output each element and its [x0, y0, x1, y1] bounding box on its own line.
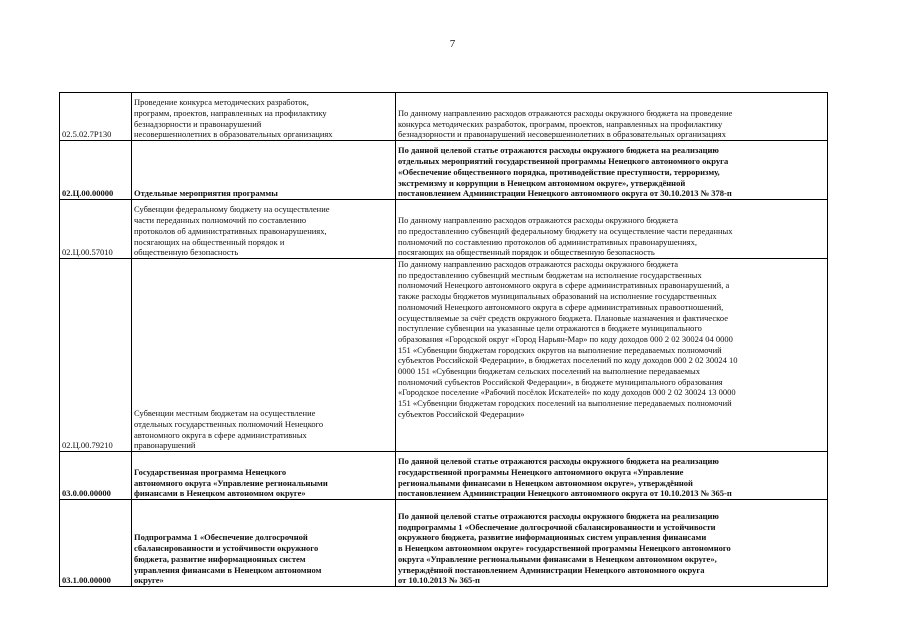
- desc-line: по предоставлению субвенций местным бюджетам на исполнение государственных: [398, 269, 702, 280]
- desc-line: По данному направлению расходов отражаются расходы окружного бюджета: [398, 215, 679, 226]
- table-row: [60, 200, 828, 259]
- code-cell: 02.5.02.7Р130: [60, 93, 132, 141]
- desc-line: окружного бюджета, развитие информационных систем управления финансами: [398, 532, 707, 543]
- desc-line: полномочий субъектов Российской Федерации», в бюджете муниципального образования: [398, 376, 723, 387]
- name-line: безнадзорности и правонарушений: [134, 118, 262, 129]
- name-line: бюджета, развитие информационных систем: [134, 553, 306, 564]
- desc-line: подпрограммы 1 «Обеспечение долгосрочной сбалансированности и устойчивости: [398, 521, 716, 532]
- code-cell: 02.Ц.00.57010: [60, 200, 132, 259]
- table-row: [60, 452, 828, 500]
- name-cell: [132, 500, 396, 587]
- name-line: части переданных полномочий по составлению: [134, 215, 307, 226]
- code-cell: 02.Ц.00.00000: [60, 141, 132, 200]
- name-line: округе»: [134, 575, 164, 586]
- desc-line: полномочий Ненецкого автономного округа в сфере административных правонарушений, а: [398, 280, 730, 291]
- desc-line: По данной целевой статье отражаются расходы окружного бюджета на реализацию: [398, 511, 719, 522]
- name-line: сбалансированности и устойчивости окружного: [134, 543, 319, 554]
- desc-line: По данной целевой статье отражаются расходы окружного бюджета на реализацию: [398, 456, 719, 467]
- name-line: Подпрограмма 1 «Обеспечение долгосрочной: [134, 532, 308, 543]
- desc-line: субъектов Российской Федерации»: [398, 408, 525, 419]
- table-row: [60, 500, 828, 587]
- desc-line: осуществляемые за счёт средств окружного бюджета. Плановые назначения и фактическое: [398, 312, 729, 323]
- desc-line: экстремизму и коррупции в Ненецком автономном округе», утверждённой: [398, 177, 686, 188]
- desc-line: округа «Управление региональными финансами в Ненецком автономном округе»,: [398, 553, 717, 564]
- desc-line: региональными финансами в Ненецком автономном округе», утверждённой: [398, 477, 693, 488]
- name-line: финансами в Ненецком автономном округе»: [134, 488, 306, 499]
- name-line: программ, проектов, направленных на профилактику: [134, 107, 327, 118]
- name-cell: [132, 452, 396, 500]
- desc-line: также расходы бюджетов муниципальных образований на исполнение государственных: [398, 291, 717, 302]
- page-number: 7: [449, 38, 456, 50]
- description-cell: [396, 500, 828, 587]
- description-cell: [396, 259, 828, 452]
- desc-line: безнадзорности и правонарушений несовершеннолетних в образовательных организациях: [398, 129, 726, 140]
- table-row: [60, 141, 828, 200]
- name-line: автономного округа в сфере административных: [134, 429, 307, 440]
- desc-line: конкурса методических разработок, программ, проектов, направленных на профилактику: [398, 118, 723, 129]
- name-cell: [132, 141, 396, 200]
- desc-line: отдельных мероприятий государственной программы Ненецкого автономного округа: [398, 156, 729, 167]
- name-cell: [132, 200, 396, 259]
- name-line: протоколов об административных правонарушениях,: [134, 225, 327, 236]
- desc-line: полномочий по составлению протоколов об административных правонарушениях,: [398, 236, 698, 247]
- desc-line: По данному направлению расходов отражаются расходы окружного бюджета: [398, 259, 679, 269]
- code-cell: 03.1.00.00000: [60, 500, 132, 587]
- name-cell: [132, 259, 396, 452]
- name-line: Отдельные мероприятия программы: [134, 188, 278, 199]
- desc-line: утверждённой постановлением Администрации Ненецкого автономного округа: [398, 564, 705, 575]
- desc-line: 151 «Субвенции бюджетам городских округов на выполнение передаваемых полномочий: [398, 344, 722, 355]
- name-cell: [132, 93, 396, 141]
- desc-line: субъектов Российской Федерации», в бюджетах поселений по коду доходов 000 2 02 30024 10: [398, 355, 738, 366]
- desc-line: 151 «Субвенции бюджетам городских поселений на выполнение передаваемых полномочий: [398, 398, 732, 409]
- description-cell: [396, 200, 828, 259]
- table-row: [60, 93, 828, 141]
- name-line: общественную безопасность: [134, 247, 239, 258]
- name-line: Субвенции федеральному бюджету на осуществление: [134, 204, 330, 215]
- desc-line: образования «Городской округ «Город Нарьян-Мар» по коду доходов 000 2 02 30024 04 0000: [398, 333, 733, 344]
- desc-line: постановлением Администрации Ненецкого автономного округа от 10.10.2013 № 365-п: [398, 488, 732, 499]
- name-line: несовершеннолетних в образовательных организациях: [134, 129, 333, 140]
- name-line: посягающих на общественный порядок и: [134, 236, 285, 247]
- description-cell: [396, 141, 828, 200]
- name-line: управления финансами в Ненецком автономном: [134, 564, 322, 575]
- desc-line: от 10.10.2013 № 365-п: [398, 575, 480, 586]
- desc-line: в Ненецком автономном округе» государственной программы Ненецкого автономного: [398, 543, 731, 554]
- desc-line: поступление субвенции на указанные цели отражаются в бюджете муниципального: [398, 323, 702, 334]
- description-cell: [396, 452, 828, 500]
- desc-line: По данному направлению расходов отражаются расходы окружного бюджета на проведение: [398, 107, 733, 118]
- desc-line: «Обеспечение общественного порядка, противодействие преступности, терроризму,: [398, 166, 720, 177]
- name-line: отдельных государственных полномочий Ненецкого: [134, 418, 324, 429]
- desc-line: государственной программы Ненецкого автономного округа «Управление: [398, 466, 684, 477]
- desc-line: По данной целевой статье отражаются расходы окружного бюджета на реализацию: [398, 145, 719, 156]
- code-cell: 02.Ц.00.79210: [60, 259, 132, 452]
- name-line: автономного округа «Управление региональными: [134, 477, 328, 488]
- name-line: Субвенции местным бюджетам на осуществление: [134, 408, 316, 419]
- table-row: [60, 259, 828, 452]
- budget-classification-table: [59, 92, 828, 587]
- desc-line: 0000 151 «Субвенции бюджетам сельских поселений на выполнение передаваемых: [398, 366, 700, 377]
- description-cell: [396, 93, 828, 141]
- name-line: Государственная программа Ненецкого: [134, 466, 287, 477]
- desc-line: полномочий Ненецкого автономного округа в сфере административных правоотношений,: [398, 301, 724, 312]
- desc-line: постановлением Администрации Ненецкого автономного округа от 30.10.2013 № 378-п: [398, 188, 732, 199]
- name-line: правонарушений: [134, 440, 196, 451]
- desc-line: по предоставлению субвенций федеральному бюджету на осуществление части переданных: [398, 225, 733, 236]
- desc-line: посягающих на общественный порядок и общественную безопасность: [398, 247, 655, 258]
- desc-line: «Городское поселение «Рабочий посёлок Искателей» по коду доходов 000 2 02 30024 13 0000: [398, 387, 736, 398]
- code-cell: 03.0.00.00000: [60, 452, 132, 500]
- name-line: Проведение конкурса методических разработок,: [134, 97, 309, 108]
